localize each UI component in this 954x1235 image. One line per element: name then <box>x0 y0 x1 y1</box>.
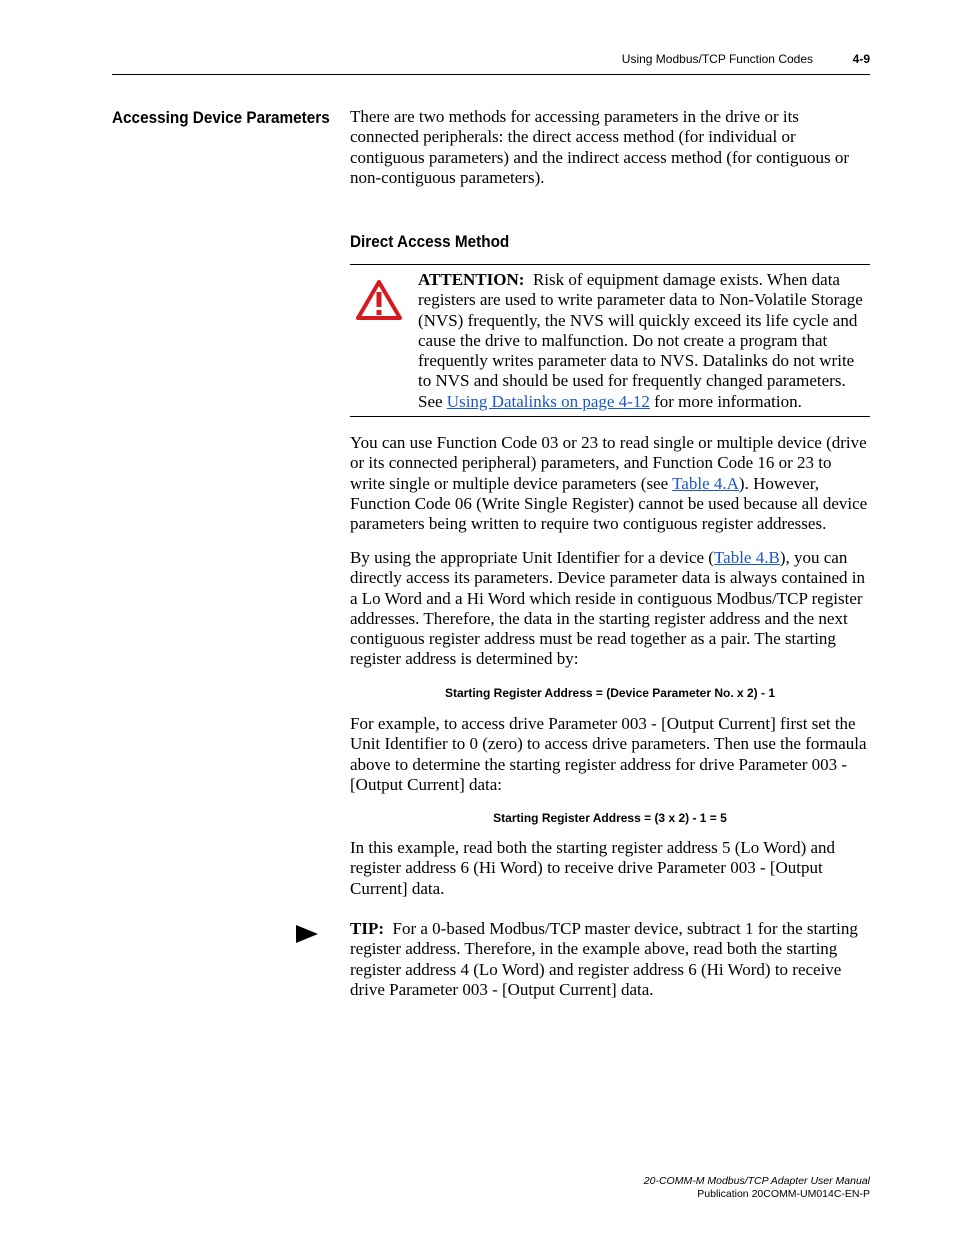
formula-example: Starting Register Address = (3 x 2) - 1 = 5 <box>493 811 727 825</box>
p1-text-after: ). However, Function Code 06 (Write Single Register) cannot be used because all device parameters being written to require two contiguous register addresses. <box>350 473 868 534</box>
table-4a-link[interactable]: Table 4.A <box>672 473 739 493</box>
tip-text: For a 0-based Modbus/TCP master device, subtract 1 for the starting register address. Therefore, in the example above, read both the starting register address 4 (Lo Word) and register address 6 (Hi Word) to receive drive Parameter 003 - [Output Current] data. <box>350 919 858 999</box>
p2-text-after: ), you can directly access its parameters. Device parameter data is always contained in a Lo Word and a Hi Word which reside in contiguous Modbus/TCP register addresses. Therefore, the data in the starting register address and the next contiguous register address must be read together as a pair. The starting register address is determined by: <box>350 548 865 669</box>
p1-text-before: You can use Function Code 03 or 23 to read single or multiple device (drive or its connected peripheral) parameters, and Function Code 16 or 23 to write single or multiple device parameters (see <box>350 433 867 493</box>
page-footer <box>644 1175 870 1201</box>
paragraph-example-result: In this example, read both the starting register address 5 (Lo Word) and register address 6 (Hi Word) to receive drive Parameter 003 - [Output Current] data. <box>350 838 836 898</box>
tip-label: TIP: <box>350 919 384 938</box>
attention-label: ATTENTION: <box>418 270 525 289</box>
attention-box <box>350 264 870 417</box>
p2-text-before: By using the appropriate Unit Identifier for a device ( <box>350 548 714 567</box>
paragraph-unit-identifier <box>350 548 870 670</box>
tip-note <box>350 919 870 1000</box>
page-number: 4-9 <box>852 52 870 66</box>
attention-body: Risk of equipment damage exists. When data registers are used to write parameter data to Non-Volatile Storage (NVS) frequently, the NVS will quickly exceed its life cycle and cause the drive to malfunction. Do not create a program that frequently writes parameter data to NVS. Datalinks do not write to NVS and should be used for frequently changed parameters. See <box>418 270 863 411</box>
footer-publication: Publication 20COMM-UM014C-EN-P <box>697 1188 870 1200</box>
intro-paragraph: There are two methods for accessing parameters in the drive or its connected peripherals: the direct access method (for individual or contiguous parameters) and the indirect access method (for contiguous or non-contiguous parameters). <box>350 107 849 187</box>
paragraph-example: For example, to access drive Parameter 003 - [Output Current] first set the Unit Identifier to 0 (zero) to access drive parameters. Then use the formaula above to determine the starting register address for drive Parameter 003 - [Output Current] data: <box>350 714 867 794</box>
header-title: Using Modbus/TCP Function Codes <box>621 52 813 66</box>
page-header <box>112 52 870 75</box>
datalinks-link[interactable]: Using Datalinks on page 4-12 <box>446 391 650 411</box>
section-heading: Accessing Device Parameters <box>112 108 330 127</box>
paragraph-function-codes <box>350 433 870 534</box>
tip-arrow-icon <box>295 924 319 944</box>
attention-tail: for more information. <box>654 391 802 411</box>
warning-triangle-icon <box>355 279 403 321</box>
subsection-heading: Direct Access Method <box>350 232 510 251</box>
formula-general: Starting Register Address = (Device Parameter No. x 2) - 1 <box>444 686 775 700</box>
attention-text <box>418 270 870 412</box>
table-4b-link[interactable]: Table 4.B <box>713 548 780 567</box>
footer-manual-title: 20-COMM-M Modbus/TCP Adapter User Manual <box>643 1175 870 1187</box>
